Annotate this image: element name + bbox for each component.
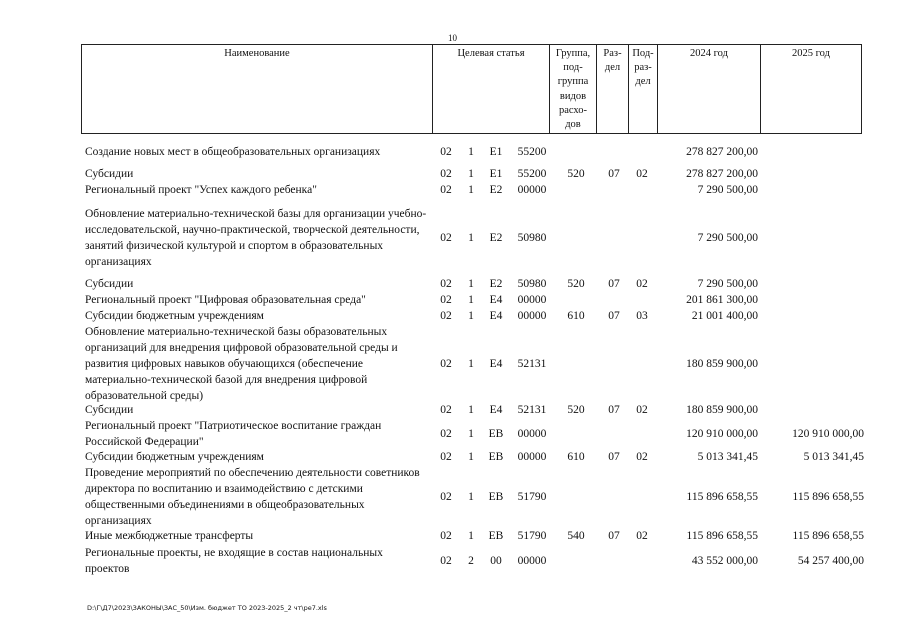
row-code-b: 1 — [468, 310, 474, 322]
row-code-a: 02 — [440, 168, 452, 180]
table-row — [0, 465, 905, 529]
row-code-d: 00000 — [517, 294, 547, 306]
row-code-f: 07 — [608, 530, 620, 542]
row-amount-v2024: 43 552 000,00 — [691, 555, 758, 567]
row-code-a: 02 — [440, 491, 452, 503]
row-name: Региональный проект "Патриотическое воспитание граждан Российской Федерации" — [85, 420, 382, 448]
table-row — [0, 324, 905, 404]
page-number: 10 — [448, 33, 457, 43]
row-code-b: 1 — [468, 168, 474, 180]
row-code-e: 520 — [567, 168, 585, 180]
row-amount-v2025: 115 896 658,55 — [792, 530, 864, 542]
row-code-b: 1 — [468, 146, 474, 158]
row-amount-v2024: 21 001 400,00 — [691, 310, 758, 322]
header-expense-group: Группа, под- группа видов расхо- дов — [550, 45, 597, 133]
row-code-d: 52131 — [517, 404, 547, 416]
row-code-f: 07 — [608, 451, 620, 463]
row-code-c: EB — [488, 451, 504, 463]
row-amount-v2024: 7 290 500,00 — [697, 278, 758, 290]
row-code-b: 1 — [468, 294, 474, 306]
row-name: Региональный проект "Цифровая образовательная среда" — [85, 294, 366, 306]
row-code-g: 02 — [636, 278, 648, 290]
row-code-b: 1 — [468, 278, 474, 290]
row-code-c: E2 — [489, 278, 503, 290]
table-row — [0, 402, 905, 418]
row-amount-v2024: 7 290 500,00 — [697, 232, 758, 244]
row-code-a: 02 — [440, 278, 452, 290]
row-amount-v2024: 180 859 900,00 — [686, 358, 758, 370]
row-name: Региональный проект "Успех каждого ребенка" — [85, 184, 317, 196]
row-code-b: 1 — [468, 428, 474, 440]
table-row — [0, 545, 905, 577]
row-code-a: 02 — [440, 555, 452, 567]
row-code-c: E4 — [489, 358, 503, 370]
row-code-d: 00000 — [517, 310, 547, 322]
row-code-e: 540 — [567, 530, 585, 542]
row-code-f: 07 — [608, 168, 620, 180]
table-row — [0, 449, 905, 465]
row-code-a: 02 — [440, 294, 452, 306]
header-target-article: Целевая статья — [433, 45, 550, 133]
row-code-d: 00000 — [517, 555, 547, 567]
row-amount-v2024: 278 827 200,00 — [686, 146, 758, 158]
row-code-d: 00000 — [517, 451, 547, 463]
row-code-c: E4 — [489, 310, 503, 322]
row-code-a: 02 — [440, 428, 452, 440]
row-amount-v2024: 180 859 900,00 — [686, 404, 758, 416]
file-path-footer: D:\Г\Д7\2023\ЗАКОНЫ\ЗАС_50\Изм. бюджет ТО 2023-2025_2 чт\ре7.xls — [87, 604, 327, 612]
row-code-a: 02 — [440, 184, 452, 196]
row-amount-v2025: 120 910 000,00 — [792, 428, 864, 440]
row-amount-v2024: 115 896 658,55 — [686, 491, 758, 503]
table-row — [0, 308, 905, 324]
row-name: Региональные проекты, не входящие в состав национальных проектов — [85, 547, 383, 575]
row-amount-v2024: 115 896 658,55 — [686, 530, 758, 542]
row-code-c: E2 — [489, 232, 503, 244]
row-code-a: 02 — [440, 358, 452, 370]
row-code-b: 1 — [468, 232, 474, 244]
table-row — [0, 292, 905, 308]
row-code-c: E1 — [489, 168, 503, 180]
table-row — [0, 418, 905, 450]
row-amount-v2024: 5 013 341,45 — [697, 451, 758, 463]
table-row — [0, 144, 905, 160]
row-code-d: 51790 — [517, 491, 547, 503]
row-amount-v2024: 7 290 500,00 — [697, 184, 758, 196]
row-code-b: 1 — [468, 491, 474, 503]
row-code-a: 02 — [440, 146, 452, 158]
row-code-d: 50980 — [517, 278, 547, 290]
row-code-a: 02 — [440, 451, 452, 463]
row-amount-v2024: 201 861 300,00 — [686, 294, 758, 306]
row-code-b: 1 — [468, 530, 474, 542]
row-name: Субсидии бюджетным учреждениям — [85, 310, 264, 322]
row-code-b: 1 — [468, 451, 474, 463]
row-code-d: 55200 — [517, 146, 547, 158]
row-code-e: 610 — [567, 451, 585, 463]
row-code-c: E1 — [489, 146, 503, 158]
row-code-d: 00000 — [517, 184, 547, 196]
row-code-d: 51790 — [517, 530, 547, 542]
row-code-d: 52131 — [517, 358, 547, 370]
row-code-d: 50980 — [517, 232, 547, 244]
row-name: Обновление материально-технической базы для организации учебно-исследовательской, научно-практической, творческой деятельности, занятий физической культурой и спортом в образовательных организациях — [85, 208, 427, 268]
row-code-e: 520 — [567, 404, 585, 416]
row-code-a: 02 — [440, 232, 452, 244]
row-name: Субсидии — [85, 404, 134, 416]
row-amount-v2025: 115 896 658,55 — [792, 491, 864, 503]
row-amount-v2024: 120 910 000,00 — [686, 428, 758, 440]
header-subsection: Под- раз- дел — [629, 45, 658, 133]
row-code-c: E4 — [489, 404, 503, 416]
row-code-b: 2 — [468, 555, 474, 567]
row-name: Субсидии — [85, 278, 134, 290]
row-name: Обновление материально-технической базы образовательных организаций для внедрения цифровой образовательной среды и развития цифровых навыков обучающихся (обеспечение материально-технической базой для внедрения цифровой образовательной среды) — [85, 326, 398, 402]
row-amount-v2024: 278 827 200,00 — [686, 168, 758, 180]
row-code-e: 610 — [567, 310, 585, 322]
row-code-f: 07 — [608, 310, 620, 322]
row-code-b: 1 — [468, 404, 474, 416]
table-header — [81, 44, 862, 134]
header-year-2024: 2024 год — [658, 45, 761, 133]
row-code-c: EB — [488, 530, 504, 542]
header-year-2025: 2025 год — [792, 48, 830, 59]
row-code-b: 1 — [468, 184, 474, 196]
row-code-f: 07 — [608, 278, 620, 290]
table-row — [0, 276, 905, 292]
table-row — [0, 528, 905, 544]
row-code-c: E2 — [489, 184, 503, 196]
row-code-g: 03 — [636, 310, 648, 322]
header-section: Раз- дел — [597, 45, 629, 133]
row-code-a: 02 — [440, 404, 452, 416]
row-code-f: 07 — [608, 404, 620, 416]
row-name: Создание новых мест в общеобразовательных организациях — [85, 146, 381, 158]
table-row — [0, 206, 905, 270]
row-code-c: EB — [488, 491, 504, 503]
row-code-e: 520 — [567, 278, 585, 290]
row-amount-v2025: 5 013 341,45 — [803, 451, 864, 463]
row-code-c: 00 — [490, 555, 502, 567]
row-name: Субсидии бюджетным учреждениям — [85, 451, 264, 463]
row-name: Субсидии — [85, 168, 134, 180]
row-code-g: 02 — [636, 404, 648, 416]
row-amount-v2025: 54 257 400,00 — [797, 555, 864, 567]
row-code-g: 02 — [636, 451, 648, 463]
header-name: Наименование — [82, 45, 433, 133]
row-code-d: 55200 — [517, 168, 547, 180]
row-name: Иные межбюджетные трансферты — [85, 530, 254, 542]
table-row — [0, 166, 905, 182]
table-row — [0, 182, 905, 198]
row-code-b: 1 — [468, 358, 474, 370]
row-code-d: 00000 — [517, 428, 547, 440]
row-code-g: 02 — [636, 168, 648, 180]
row-code-c: E4 — [489, 294, 503, 306]
row-code-c: EB — [488, 428, 504, 440]
row-code-a: 02 — [440, 530, 452, 542]
row-code-g: 02 — [636, 530, 648, 542]
row-name: Проведение мероприятий по обеспечению деятельности советников директора по воспитанию и взаимодействию с детскими общественными объединениями в общеобразовательных организациях — [85, 467, 420, 527]
row-code-a: 02 — [440, 310, 452, 322]
